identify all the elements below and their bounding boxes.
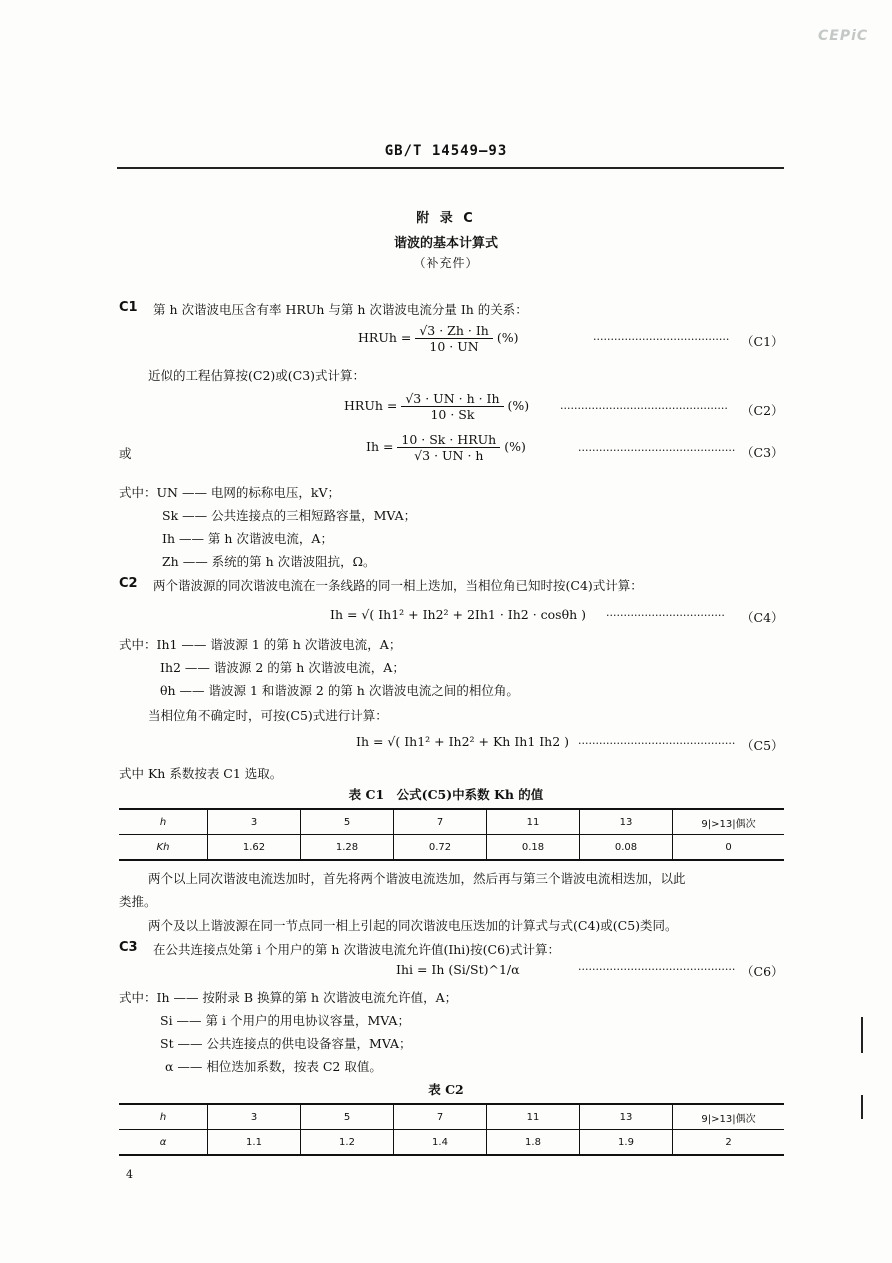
equation-c3-denominator: √3 · UN · h <box>414 448 484 463</box>
table-c1 <box>119 808 784 861</box>
table-cell: Kh <box>119 835 208 861</box>
definition-line: θh —— 谐波源 1 和谐波源 2 的第 h 次谐波电流之间的相位角。 <box>160 683 519 698</box>
leader-dots: ············································· <box>578 737 736 750</box>
table-row <box>119 1130 784 1156</box>
equation-c3-lhs: Ih = <box>366 439 394 454</box>
equation-c2-fraction <box>401 391 503 422</box>
definition-line: 式中：Ih —— 按附录 B 换算的第 h 次谐波电流允许值，A； <box>119 990 458 1005</box>
equation-c6-tag: （C6） <box>741 964 784 979</box>
equation-c1-numerator: √3 · Zh · Ih <box>415 323 492 339</box>
table-cell: 13 <box>580 809 673 835</box>
table-cell: 1.9 <box>580 1130 673 1156</box>
equation-c1-denominator: 10 · UN <box>429 339 479 354</box>
table-cell: 3 <box>208 1104 301 1130</box>
table-cell: 11 <box>487 1104 580 1130</box>
paragraph-line: 两个及以上谐波源在同一节点同一相上引起的同次谐波电压迭加的计算式与式(C4)或(C5)类同。 <box>148 918 678 933</box>
table-cell: 3 <box>208 809 301 835</box>
section-c1-number: C1 <box>119 300 138 315</box>
definition-line: Sk —— 公共连接点的三相短路容量，MVA； <box>162 508 417 523</box>
equation-c2-unit: (%) <box>507 398 530 413</box>
table-cell: 9|>13|偶次 <box>673 1104 785 1130</box>
leader-dots: ······································· <box>593 333 730 346</box>
leader-dots: ············································· <box>578 963 736 976</box>
equation-c5: Ih = √( Ih1² + Ih2² + Kh Ih1 Ih2 ) <box>356 734 570 749</box>
table-cell: h <box>119 1104 208 1130</box>
section-c2-text: 两个谐波源的同次谐波电流在一条线路的同一相上迭加，当相位角已知时按(C4)式计算： <box>153 578 643 593</box>
table-cell: 1.62 <box>208 835 301 861</box>
table-cell: 1.28 <box>301 835 394 861</box>
table-cell: 2 <box>673 1130 785 1156</box>
approx-text: 近似的工程估算按(C2)或(C3)式计算： <box>148 368 366 383</box>
equation-c2-denominator: 10 · Sk <box>430 407 475 422</box>
uncertain-text: 当相位角不确定时，可按(C5)式进行计算： <box>148 708 388 723</box>
appendix-label: 附 录 C <box>416 211 476 226</box>
definition-line: 式中：UN —— 电网的标称电压，kV； <box>119 485 341 500</box>
equation-c4: Ih = √( Ih1² + Ih2² + 2Ih1 · Ih2 · cosθh ) <box>330 607 587 622</box>
definition-line: 式中：Ih1 —— 谐波源 1 的第 h 次谐波电流，A； <box>119 637 402 652</box>
equation-c3-tag: （C3） <box>741 445 784 460</box>
table-header-row <box>119 1104 784 1130</box>
table-cell: h <box>119 809 208 835</box>
equation-c2 <box>344 391 529 422</box>
equation-c2-numerator: √3 · UN · h · Ih <box>401 391 503 407</box>
table-cell: 0.08 <box>580 835 673 861</box>
standard-number: GB/T 14549—93 <box>384 143 508 159</box>
scan-mark <box>861 1095 863 1119</box>
table-cell: 9|>13|偶次 <box>673 809 785 835</box>
kh-text: 式中 Kh 系数按表 C1 选取。 <box>119 766 283 781</box>
definition-line: α —— 相位迭加系数，按表 C2 取值。 <box>165 1059 382 1074</box>
definition-line: Ih2 —— 谐波源 2 的第 h 次谐波电流，A； <box>160 660 405 675</box>
table-cell: 11 <box>487 809 580 835</box>
table-row <box>119 835 784 861</box>
header-rule <box>117 167 784 169</box>
table-cell: 1.2 <box>301 1130 394 1156</box>
table-c2-caption: 表 C2 <box>428 1082 464 1097</box>
equation-c4-tag: （C4） <box>741 610 784 625</box>
equation-c1-fraction <box>415 323 492 354</box>
leader-dots: ················································ <box>560 402 728 415</box>
paragraph-line: 两个以上同次谐波电流迭加时，首先将两个谐波电流迭加，然后再与第三个谐波电流相迭加，以此 <box>148 871 686 886</box>
appendix-title: 谐波的基本计算式 <box>393 236 498 251</box>
scan-mark <box>861 1017 863 1053</box>
definition-line: Zh —— 系统的第 h 次谐波阻抗，Ω。 <box>162 554 376 569</box>
table-cell: 13 <box>580 1104 673 1130</box>
leader-dots: ·································· <box>606 609 725 622</box>
table-cell: 0 <box>673 835 785 861</box>
table-cell: 1.4 <box>394 1130 487 1156</box>
paragraph-line: 类推。 <box>119 894 157 909</box>
table-cell: 1.1 <box>208 1130 301 1156</box>
section-c3-text: 在公共连接点处第 i 个用户的第 h 次谐波电流允许值(Ihi)按(C6)式计算： <box>153 942 560 957</box>
equation-c1-unit: (%) <box>496 330 519 345</box>
table-cell: 0.72 <box>394 835 487 861</box>
table-cell: 5 <box>301 809 394 835</box>
section-c1-text: 第 h 次谐波电压含有率 HRUh 与第 h 次谐波电流分量 Ih 的关系： <box>153 302 528 317</box>
table-cell: 5 <box>301 1104 394 1130</box>
definition-line: Si —— 第 i 个用户的用电协议容量，MVA； <box>160 1013 410 1028</box>
equation-c1-lhs: HRUh = <box>358 330 412 345</box>
table-c1-caption: 表 C1 公式(C5)中系数 Kh 的值 <box>348 787 544 802</box>
page-number: 4 <box>126 1168 133 1181</box>
table-cell: α <box>119 1130 208 1156</box>
table-cell: 1.8 <box>487 1130 580 1156</box>
definition-line: Ih —— 第 h 次谐波电流，A； <box>162 531 333 546</box>
section-c2-number: C2 <box>119 576 138 591</box>
equation-c3-unit: (%) <box>504 439 526 454</box>
equation-c1 <box>358 323 518 354</box>
leader-dots: ············································· <box>578 444 736 457</box>
table-c2 <box>119 1103 784 1156</box>
equation-c6: Ihi = Ih (Si/St)^1/α <box>396 962 520 977</box>
table-header-row <box>119 809 784 835</box>
table-cell: 7 <box>394 809 487 835</box>
equation-c5-tag: （C5） <box>741 738 784 753</box>
or-label: 或 <box>119 446 132 461</box>
table-cell: 7 <box>394 1104 487 1130</box>
equation-c1-tag: （C1） <box>741 334 784 349</box>
definition-line: St —— 公共连接点的供电设备容量，MVA； <box>160 1036 412 1051</box>
section-c3-number: C3 <box>119 940 138 955</box>
equation-c2-lhs: HRUh = <box>344 398 398 413</box>
equation-c3-fraction <box>397 432 500 463</box>
appendix-note: （补充件） <box>413 256 479 270</box>
table-cell: 0.18 <box>487 835 580 861</box>
equation-c3-numerator: 10 · Sk · HRUh <box>397 432 500 448</box>
equation-c2-tag: （C2） <box>741 403 784 418</box>
equation-c3 <box>366 432 526 463</box>
watermark-logo: CEPiC <box>818 28 869 44</box>
